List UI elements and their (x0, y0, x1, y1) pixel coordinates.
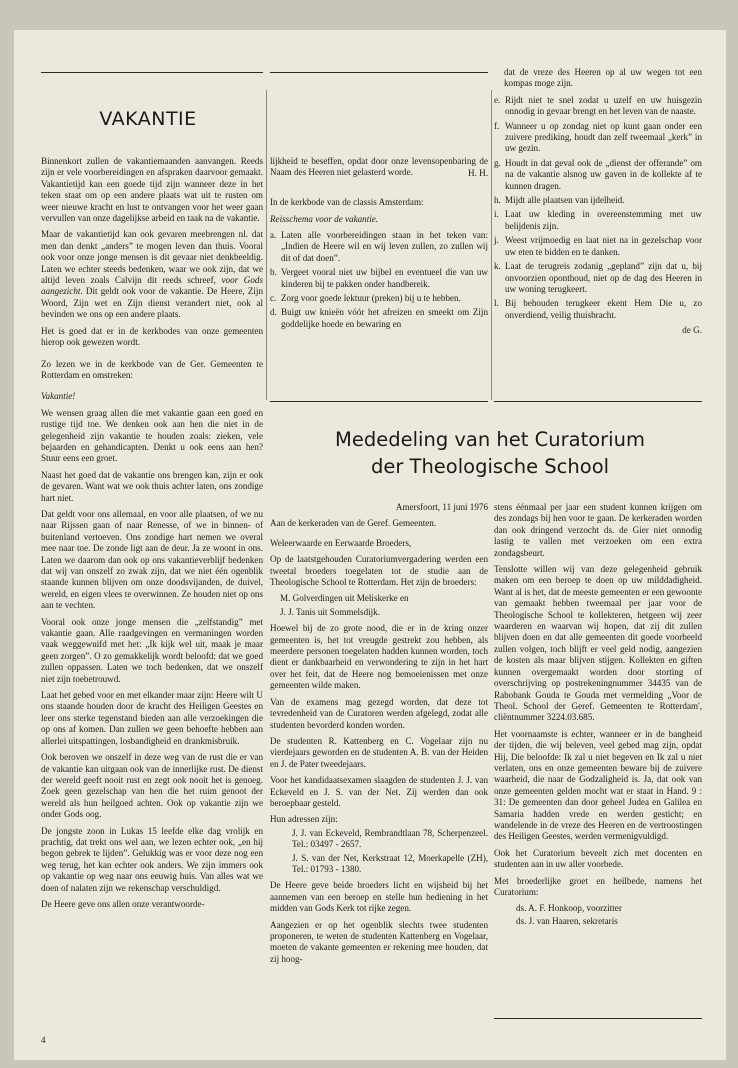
section-rule-middle (270, 401, 488, 402)
paragraph: Het is goed dat er in de kerkbodes van onze gemeenten hierop ook gewezen wordt. (41, 325, 263, 348)
column-divider (266, 90, 267, 400)
curatorium-column-1 (270, 502, 488, 970)
list-item: g. Houdt in dat geval ook de „dienst der offerande” om na de vakantie alsnog uw gaven in de kollekte af te kunnen dragen. (494, 157, 702, 191)
title-line: Mededeling van het Curatorium (335, 428, 645, 451)
column-divider (491, 90, 492, 400)
paragraph: stens éénmaal per jaar een student kunnen krijgen om des zondags bij hen voor te gaan. De kerkeraden worden dan ook dringend verzocht ds. de Gier niet onnodig lastig te vallen met verzoeken om een extra zondagsbeurt. (494, 502, 702, 558)
reisschema-list-a (270, 230, 488, 330)
list-item: j. Weest vrijmoedig en laat niet na in gezelschap voor uw eten te bidden en te danken. (494, 235, 702, 257)
paragraph: We wensen graag allen die met vakantie gaan een goed en rustige tijd toe. We denken ook aan hen die niet in de gelegenheid zijn vakantie te houden zoals: zieken, vele bejaarden en gehandicapten. Denkt u ook eens aan hen? Stuur eens een groet. (41, 407, 263, 464)
paragraph: Aangezien er op het ogenblik slechts twee studenten proponeren, te weten de studenten Kattenberg en Vogelaar, moeten de vakante gemeenten er rekening mee houden, dat zij hoog- (270, 919, 488, 964)
paragraph: Laat het gebed voor en met elkander maar zijn: Heere wilt U ons staande houden door de kracht des Heiligen Geestes en leer ons sterke tegenstand bieden aan alle verzoekingen die op ons af komen. Dan zullen we geen behoefte hebben aan allerlei uitspattingen, losbandigheid en drankmisbruik. (41, 690, 263, 746)
list-item: l. Bij behouden terugkeer ekent Hem Die u, zo onverdiend, veilig thuisbracht. (494, 298, 702, 320)
top-rule-middle (270, 72, 488, 73)
paragraph: dat de vreze des Heeren op al uw wegen tot een kompas moge zijn. (504, 67, 702, 89)
signatory: ds. J. van Haaren, sekretaris (516, 915, 618, 926)
salutation: Weleerwaarde en Eerwaarde Broeders, (270, 537, 412, 548)
paragraph: Van de examens mag gezegd worden, dat deze tot tevredenheid van de Curatoren werden afgelegd, zodat alle studenten bevorderd konden worden. (270, 696, 488, 730)
paragraph: De Heere geve ons allen onze verantwoorde- (41, 898, 205, 909)
list-item: f. Wanneer u op zondag niet op kunt gaan onder een zuivere prediking, houdt dan zelf tweemaal „kerk” in uw gezin. (494, 120, 702, 154)
list-item: b. Vergeet vooral niet uw bijbel en eventueel die van uw kinderen bij te pakken onder handbereik. (270, 267, 488, 289)
quote-heading: Vakantie! (41, 391, 76, 402)
title-line: der Theologische School (370, 455, 610, 478)
address: J. J. van Eckeveld, Rembrandtlaan 78, Scherpenzeel. Tel.: 03497 - 2657. (292, 827, 488, 850)
address: J. S. van der Net, Kerkstraat 12, Moerkapelle (ZH), Tel.: 01793 - 1380. (292, 852, 488, 874)
paragraph: In de kerkbode van de classis Amsterdam: (270, 197, 424, 208)
signatory: ds. A. F. Honkoop, voorzitter (516, 903, 622, 914)
paragraph: De studenten R. Kattenberg en C. Vogelaar zijn nu vierdejaars geworden en de studenten A. B. van der Heiden en J. de Pater tweedejaars. (270, 735, 488, 769)
date-line: Amersfoort, 11 juni 1976 (395, 502, 488, 512)
student-name: J. J. Tanis uit Sommelsdijk. (280, 606, 380, 617)
vakantie-column-3 (494, 67, 702, 342)
vakantie-title: VAKANTIE (99, 108, 197, 130)
reisschema-list-e (494, 95, 702, 321)
paragraph: Ook het Curatorium beveelt zich met docenten en studenten aan in uw aller voorbede. (494, 847, 702, 870)
paragraph: Op de laatstgehouden Curatoriumvergadering werden een tweetal broeders toegelaten tot de studie aan de Theologische School te Rotterdam. Het zijn de broeders: (270, 554, 488, 588)
paragraph: Vooral ook onze jonge mensen die „zelfstandig” met vakantie gaan. Alle raadgevingen en vermaningen worden vaak weggewuifd met het: „Ik kijk wel uit, maak je maar geen zorgen”. O zo gemakkelijk wordt beloofd: dat we goed zullen oppassen. Laten we toch bedenken, dat we onszelf niet zijn toebetrouwd. (41, 616, 263, 684)
student-name: M. Golverdingen uit Meliskerke en (280, 593, 409, 604)
paragraph: Maar de vakantietijd kan ook gevaren meebrengen nl. dat men dan denkt „anders” te mogen leven dan thuis. Vooral ook voor onze jonge mensen is dit gevaar niet denkbeeldig. Laten we echter steeds bedenken, waar we ook zijn, dat we altijd leven zoals Calvijn dit reeds schreef, voor Gods aangezicht. Dit geldt ook voor de vakantie. De Heere, Zijn Woord, Zijn wet en Zijn dienst verandert niet, ook al bevinden we ons op een andere plaats. (41, 229, 263, 320)
vakantie-column-2 (270, 156, 488, 334)
paragraph: Hun adressen zijn: (270, 814, 338, 825)
list-item: i. Laat uw kleding in overeenstemming met uw belijdenis zijn. (494, 209, 702, 231)
paragraph: Het voornaamste is echter, wanneer er in de bangheid der tijden, die wij beleven, veel gebed mag zijn, opdat Hij, Die beloofde: Ik zal u niet begeven en Ik zal u niet verlaten, ons en onze gemeenten beware bij de zuivere waarheid, die naar de Godzaligheid is. Ja, dat ook van onze gemeenten gelden mocht wat er staat in Hand. 9 : 31: De gemeenten dan door geheel Judea en Galilea en Samaria hadden vrede en werden gesticht; en wandelende in de vreze des Heeren en de vertroostingen des Heiligen Geestes, werden vermenigvuldigd. (494, 728, 702, 842)
paragraph: Tenslotte willen wij van deze gelegenheid gebruik maken om een beroep te doen op uw milddadigheid. Want al is het, dat de meeste gemeenten er een gewoonte van gemaakt hebben tweemaal per jaar voor de Theologische School te kollekteren, hetgeen wij zeer waarderen en waarvan wij hopen, dat zij dit zullen blijven doen en dat alle gemeenten dit goede voorbeeld zullen volgen, toch blijft er veel geld nodig, aangezien de kosten als maar blijven stijgen. Kollekten en giften kunnen overgemaakt worden door storting of overschrijving op postrekeningnummer 34435 van de Rabobank Gouda te Gouda met vermelding „Voor de Theol. School der Geref. Gemeenten te Rotterdam', cliëntnummer 3224.03.685. (494, 564, 702, 723)
list-item: d. Buigt uw knieën vóór het afreizen en smeekt om Zijn goddelijke hoede en bewaring en (270, 307, 488, 329)
paragraph: Hoewel bij de zo grote nood, die er in de kring onzer gemeenten is, het tot vreugde gestrekt zou hebben, als meerdere personen toegelaten hadden kunnen worden, toch dient er dankbaarheid en verwondering te zijn in het hart over het feit, dat de Heere nog bemoeienissen met onze gemeenten wilde maken. (270, 623, 488, 691)
curatorium-title (270, 426, 710, 480)
paragraph: Naast het goed dat de vakantie ons brengen kan, zijn er ook de gevaren. Want wat we ook thuis achter laten, ons zondige hart niet. (41, 469, 263, 503)
paragraph: Dat geldt voor ons allemaal, en voor alle plaatsen, of we nu naar Rijssen gaan of naar Renesse, of we in binnen- of buitenland vertoeven. Ons zondige hart nemen we overal mee naar toe. De zonde ligt aan de deur. Ja ze woont in ons. Laten we daarom dan ook op ons vakantieverblijf bedenken dat wij van onszelf zo zwak zijn, dat we niet één ogenblik staande kunnen blijven om onze doodsvijanden, de duivel, wereld, en eigen vlees te overwinnen. Ze houden niet op ons aan te vechten. (41, 508, 263, 611)
paragraph: lijkheid te beseffen, opdat door onze levensopenbaring de Naam des Heeren niet gelasterd worde. (270, 156, 488, 178)
bottom-rule (494, 1018, 702, 1019)
paragraph: Aan de kerkeraden van de Geref. Gemeenten. (270, 518, 437, 529)
list-item: k. Laat de terugreis zodanig „gepland” zijn dat u, bij onvoorzien oponthoud, niet op de dag des Heeren in uw woning terugkeert. (494, 261, 702, 294)
page-number: 4 (41, 1035, 46, 1045)
paragraph: Voor het kandidaatsexamen slaagden de studenten J. J. van Eckeveld en J. S. van der Net. Zij werden dan ook beroepbaar gesteld. (270, 775, 488, 808)
top-rule-left (41, 72, 263, 73)
author-initials: H. H. (468, 167, 488, 178)
list-item: a. Laten alle voorbereidingen staan in het teken van: „Indien de Heere wil en wij leven zullen, zo zullen wij dit of dat doen”. (270, 230, 488, 263)
signature: de G. (682, 325, 702, 336)
paragraph: De Heere geve beide broeders licht en wijsheid bij het aannemen van een beroep en stelle hun bediening in het midden van Gods Kerk tot rijke zegen. (270, 880, 488, 914)
list-item: h. Mijdt alle plaatsen van ijdelheid. (494, 195, 625, 206)
newspaper-page (14, 30, 726, 1060)
vakantie-column-1 (41, 156, 263, 915)
paragraph: Ook beroven we onszelf in deze weg van de rust die er van de vakantie kan uitgaan ook van de innerlijke rust. De dienst der wereld geeft nooit rust en zegt ook nooit het is genoeg. Zoek geen gezelschap van hen die het ruim genoot der wereld als hun heilgoed achten. Ook op vakantie zijn we onder Gods oog. (41, 752, 263, 820)
paragraph: Binnenkort zullen de vakantiemaanden aanvangen. Reeds zijn er vele voorbereidingen en afspraken daarvoor gemaakt. Vakantietijd kan een goede tijd zijn wanneer deze in het teken staat om op een andere plaats wat uit te rusten om weer nieuwe kracht en lust te ontvangen voor het weer gaan vervullen van onze dagelijkse arbeid en taak na de vakantie. (41, 156, 263, 224)
closing: Met broederlijke groet en heilbede, namens het Curatorium: (494, 875, 702, 897)
curatorium-column-2 (494, 502, 702, 932)
paragraph: De jongste zoon in Lukas 15 leefde elke dag vrolijk en prachtig, dat trekt ons wel aan, we lezen echter ook, „en hij begon gebrek te lijden”. Gelukkig was er voor deze nog een weg terug, het kan echter ook anders. We zijn immers ook op vakantie op weg naar ons eeuwig huis. Van alles wat we doen of nalaten zijn we rekenschap verschuldigd. (41, 825, 263, 893)
paragraph: Zo lezen we in de kerkbode van de Ger. Gemeenten te Rotterdam en omstreken: (41, 358, 263, 380)
list-item: e. Rijdt niet te snel zodat u uzelf en uw huisgezin onnodig in gevaar brengt en het leven van de naaste. (494, 94, 702, 117)
schema-title: Reisschema voor de vakantie. (270, 213, 379, 224)
section-rule-right (494, 401, 702, 402)
list-item: c. Zorg voor goede lektuur (preken) bij u te hebben. (270, 293, 461, 304)
